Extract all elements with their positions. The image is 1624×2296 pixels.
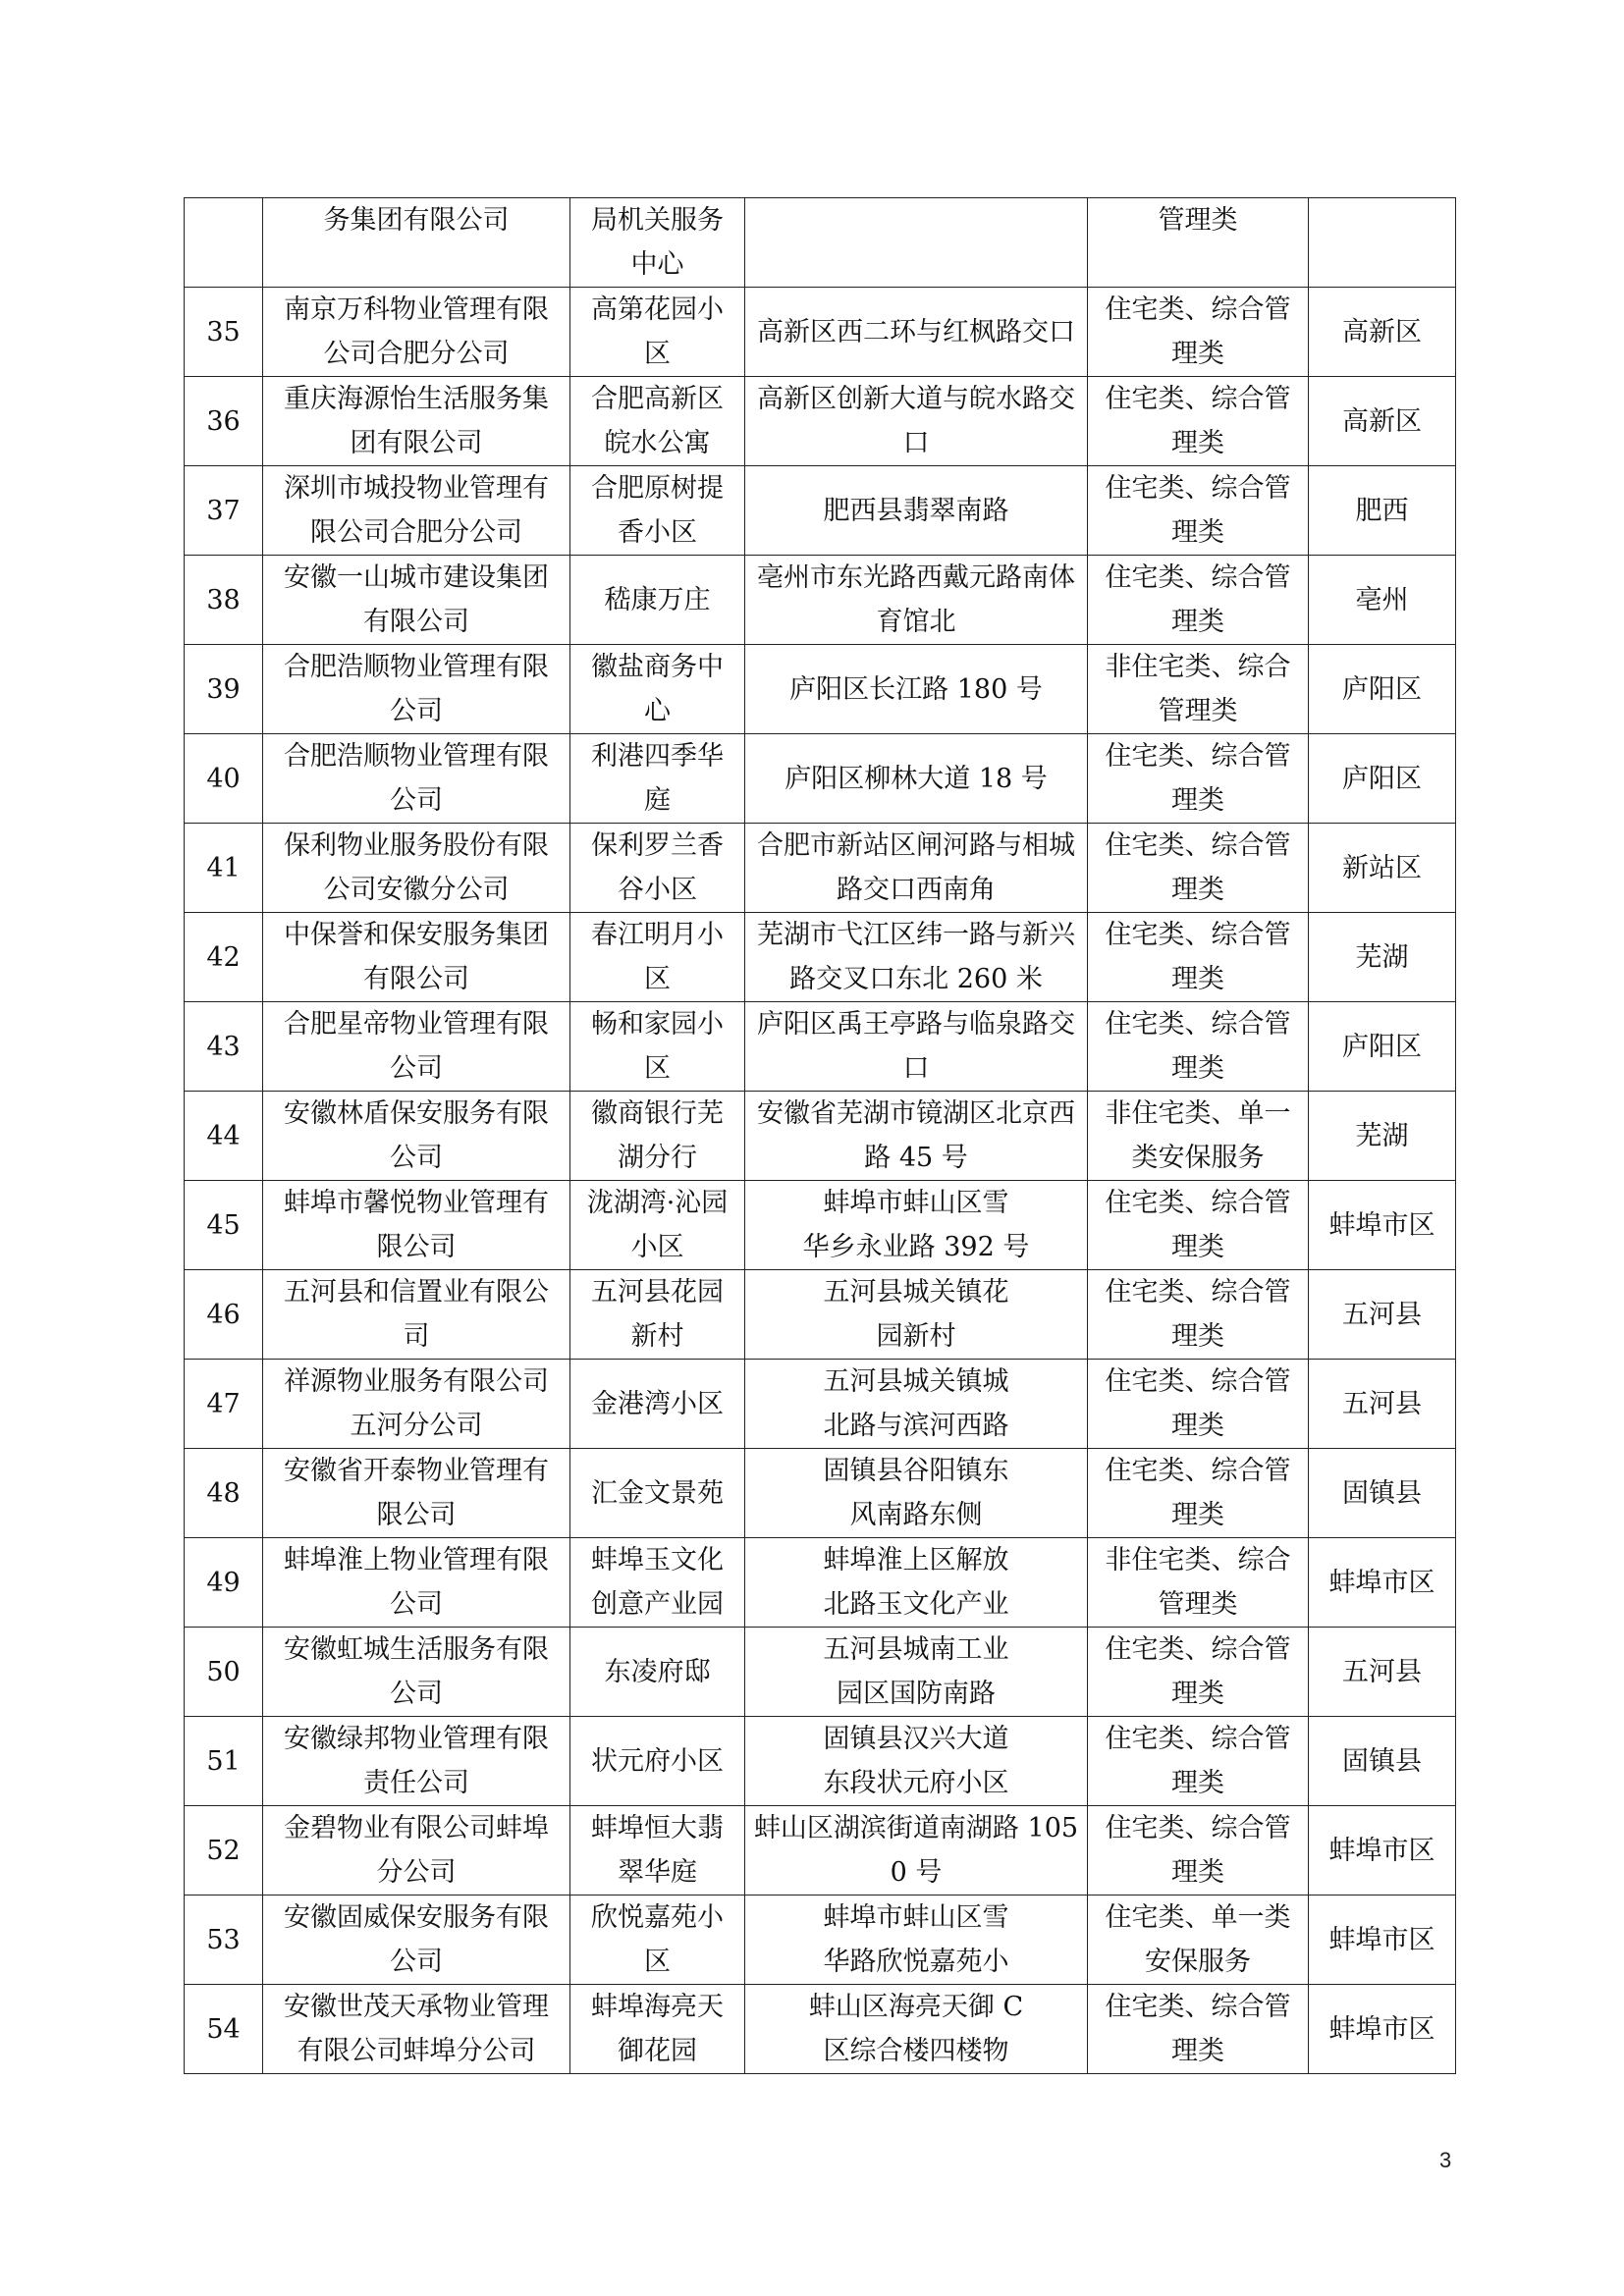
cell-type: 住宅类、综合管理类 — [1088, 913, 1309, 1002]
cell-no: 49 — [185, 1538, 263, 1628]
cell-type: 管理类 — [1088, 198, 1309, 288]
cell-area: 固镇县 — [1309, 1717, 1456, 1806]
cell-address: 固镇县汉兴大道 东段状元府小区 — [745, 1717, 1088, 1806]
cell-area: 蚌埠市区 — [1309, 1985, 1456, 2074]
cell-area: 固镇县 — [1309, 1449, 1456, 1538]
table-row — [185, 466, 1456, 556]
cell-area: 新站区 — [1309, 824, 1456, 913]
cell-area — [1309, 198, 1456, 288]
cell-project: 徽商银行芜湖分行 — [570, 1092, 745, 1181]
cell-company: 安徽林盾保安服务有限公司 — [263, 1092, 570, 1181]
cell-no: 41 — [185, 824, 263, 913]
cell-no — [185, 198, 263, 288]
cell-address: 亳州市东光路西戴元路南体育馆北 — [745, 556, 1088, 645]
cell-project: 畅和家园小区 — [570, 1002, 745, 1092]
cell-area: 庐阳区 — [1309, 734, 1456, 824]
cell-address: 五河县城南工业 园区国防南路 — [745, 1628, 1088, 1717]
table-row — [185, 1360, 1456, 1449]
cell-address: 庐阳区禹王亭路与临泉路交口 — [745, 1002, 1088, 1092]
table-row — [185, 1985, 1456, 2074]
cell-type: 非住宅类、单一类安保服务 — [1088, 1092, 1309, 1181]
cell-type: 住宅类、综合管理类 — [1088, 1002, 1309, 1092]
cell-project: 局机关服务中心 — [570, 198, 745, 288]
cell-project: 欣悦嘉苑小区 — [570, 1896, 745, 1985]
cell-project: 保利罗兰香谷小区 — [570, 824, 745, 913]
cell-no: 38 — [185, 556, 263, 645]
cell-area: 高新区 — [1309, 377, 1456, 466]
cell-address: 蚌埠市蚌山区雪 华路欣悦嘉苑小 — [745, 1896, 1088, 1985]
table-row — [185, 1896, 1456, 1985]
cell-no: 52 — [185, 1806, 263, 1896]
table-row — [185, 824, 1456, 913]
cell-company: 祥源物业服务有限公司五河分公司 — [263, 1360, 570, 1449]
cell-type: 住宅类、综合管理类 — [1088, 1717, 1309, 1806]
cell-type: 住宅类、综合管理类 — [1088, 1985, 1309, 2074]
cell-area: 五河县 — [1309, 1270, 1456, 1360]
cell-project: 蚌埠玉文化创意产业园 — [570, 1538, 745, 1628]
table-row — [185, 1092, 1456, 1181]
cell-area: 五河县 — [1309, 1628, 1456, 1717]
cell-type: 非住宅类、综合管理类 — [1088, 645, 1309, 734]
cell-area: 芜湖 — [1309, 913, 1456, 1002]
table-row — [185, 1181, 1456, 1270]
cell-no: 46 — [185, 1270, 263, 1360]
cell-no: 45 — [185, 1181, 263, 1270]
cell-address: 五河县城关镇花 园新村 — [745, 1270, 1088, 1360]
cell-company: 安徽绿邦物业管理有限责任公司 — [263, 1717, 570, 1806]
cell-no: 53 — [185, 1896, 263, 1985]
table-row — [185, 1449, 1456, 1538]
cell-project: 春江明月小区 — [570, 913, 745, 1002]
cell-type: 住宅类、综合管理类 — [1088, 824, 1309, 913]
cell-no: 50 — [185, 1628, 263, 1717]
cell-project: 状元府小区 — [570, 1717, 745, 1806]
cell-area: 高新区 — [1309, 288, 1456, 377]
cell-project: 徽盐商务中心 — [570, 645, 745, 734]
table-row — [185, 377, 1456, 466]
table-row — [185, 288, 1456, 377]
cell-no: 44 — [185, 1092, 263, 1181]
cell-address: 庐阳区柳林大道 18 号 — [745, 734, 1088, 824]
cell-area: 亳州 — [1309, 556, 1456, 645]
table-row — [185, 1270, 1456, 1360]
cell-type: 非住宅类、综合管理类 — [1088, 1538, 1309, 1628]
cell-project: 合肥原树提香小区 — [570, 466, 745, 556]
cell-address: 安徽省芜湖市镜湖区北京西路 45 号 — [745, 1092, 1088, 1181]
cell-project: 蚌埠海亮天御花园 — [570, 1985, 745, 2074]
cell-company: 合肥星帝物业管理有限公司 — [263, 1002, 570, 1092]
cell-company: 安徽虹城生活服务有限公司 — [263, 1628, 570, 1717]
cell-area: 肥西 — [1309, 466, 1456, 556]
continuation-row — [185, 198, 1456, 288]
cell-address: 庐阳区长江路 180 号 — [745, 645, 1088, 734]
cell-area: 庐阳区 — [1309, 645, 1456, 734]
cell-address: 合肥市新站区闸河路与相城路交口西南角 — [745, 824, 1088, 913]
table-row — [185, 1806, 1456, 1896]
cell-address: 高新区创新大道与皖水路交口 — [745, 377, 1088, 466]
cell-company: 合肥浩顺物业管理有限公司 — [263, 645, 570, 734]
cell-no: 42 — [185, 913, 263, 1002]
cell-company: 深圳市城投物业管理有限公司合肥分公司 — [263, 466, 570, 556]
cell-company: 安徽一山城市建设集团有限公司 — [263, 556, 570, 645]
cell-company: 安徽固威保安服务有限公司 — [263, 1896, 570, 1985]
cell-no: 36 — [185, 377, 263, 466]
cell-company: 务集团有限公司 — [263, 198, 570, 288]
cell-project: 蚌埠恒大翡翠华庭 — [570, 1806, 745, 1896]
cell-project: 东凌府邸 — [570, 1628, 745, 1717]
cell-project: 泷湖湾·沁园小区 — [570, 1181, 745, 1270]
cell-type: 住宅类、综合管理类 — [1088, 1806, 1309, 1896]
cell-address: 高新区西二环与红枫路交口 — [745, 288, 1088, 377]
cell-address: 蚌山区湖滨街道南湖路 1050 号 — [745, 1806, 1088, 1896]
cell-type: 住宅类、综合管理类 — [1088, 288, 1309, 377]
cell-area: 蚌埠市区 — [1309, 1538, 1456, 1628]
cell-area: 蚌埠市区 — [1309, 1181, 1456, 1270]
cell-no: 39 — [185, 645, 263, 734]
cell-area: 五河县 — [1309, 1360, 1456, 1449]
cell-no: 43 — [185, 1002, 263, 1092]
cell-type: 住宅类、综合管理类 — [1088, 377, 1309, 466]
cell-no: 40 — [185, 734, 263, 824]
table-row — [185, 1538, 1456, 1628]
cell-company: 保利物业服务股份有限公司安徽分公司 — [263, 824, 570, 913]
property-table — [184, 197, 1456, 2074]
cell-no: 54 — [185, 1985, 263, 2074]
cell-address — [745, 198, 1088, 288]
cell-company: 重庆海源怡生活服务集团有限公司 — [263, 377, 570, 466]
cell-company: 南京万科物业管理有限公司合肥分公司 — [263, 288, 570, 377]
table-row — [185, 1002, 1456, 1092]
cell-type: 住宅类、综合管理类 — [1088, 1628, 1309, 1717]
cell-project: 汇金文景苑 — [570, 1449, 745, 1538]
cell-type: 住宅类、综合管理类 — [1088, 1360, 1309, 1449]
table-row — [185, 556, 1456, 645]
property-table-body — [185, 198, 1456, 2074]
cell-area: 庐阳区 — [1309, 1002, 1456, 1092]
cell-address: 蚌山区海亮天御 C 区综合楼四楼物 — [745, 1985, 1088, 2074]
table-row — [185, 913, 1456, 1002]
cell-company: 安徽省开泰物业管理有限公司 — [263, 1449, 570, 1538]
cell-company: 安徽世茂天承物业管理有限公司蚌埠分公司 — [263, 1985, 570, 2074]
cell-company: 金碧物业有限公司蚌埠分公司 — [263, 1806, 570, 1896]
table-row — [185, 1628, 1456, 1717]
cell-no: 48 — [185, 1449, 263, 1538]
cell-address: 肥西县翡翠南路 — [745, 466, 1088, 556]
cell-no: 35 — [185, 288, 263, 377]
cell-address: 固镇县谷阳镇东 风南路东侧 — [745, 1449, 1088, 1538]
cell-project: 金港湾小区 — [570, 1360, 745, 1449]
cell-type: 住宅类、单一类安保服务 — [1088, 1896, 1309, 1985]
cell-no: 47 — [185, 1360, 263, 1449]
cell-address: 芜湖市弋江区纬一路与新兴路交叉口东北 260 米 — [745, 913, 1088, 1002]
table-row — [185, 1717, 1456, 1806]
table-row — [185, 645, 1456, 734]
cell-company: 蚌埠淮上物业管理有限公司 — [263, 1538, 570, 1628]
cell-company: 中保誉和保安服务集团有限公司 — [263, 913, 570, 1002]
cell-no: 51 — [185, 1717, 263, 1806]
cell-type: 住宅类、综合管理类 — [1088, 1181, 1309, 1270]
cell-project: 利港四季华庭 — [570, 734, 745, 824]
cell-company: 合肥浩顺物业管理有限公司 — [263, 734, 570, 824]
cell-type: 住宅类、综合管理类 — [1088, 556, 1309, 645]
cell-address: 蚌埠市蚌山区雪 华乡永业路 392 号 — [745, 1181, 1088, 1270]
cell-type: 住宅类、综合管理类 — [1088, 1270, 1309, 1360]
page-number: 3 — [1439, 2148, 1452, 2172]
cell-project: 嵇康万庄 — [570, 556, 745, 645]
cell-company: 五河县和信置业有限公司 — [263, 1270, 570, 1360]
cell-address: 五河县城关镇城 北路与滨河西路 — [745, 1360, 1088, 1449]
cell-area: 蚌埠市区 — [1309, 1896, 1456, 1985]
cell-project: 五河县花园新村 — [570, 1270, 745, 1360]
cell-address: 蚌埠淮上区解放 北路玉文化产业 — [745, 1538, 1088, 1628]
cell-company: 蚌埠市馨悦物业管理有限公司 — [263, 1181, 570, 1270]
cell-no: 37 — [185, 466, 263, 556]
cell-type: 住宅类、综合管理类 — [1088, 1449, 1309, 1538]
cell-project: 合肥高新区皖水公寓 — [570, 377, 745, 466]
property-table-container — [184, 197, 1455, 2074]
table-row — [185, 734, 1456, 824]
cell-area: 蚌埠市区 — [1309, 1806, 1456, 1896]
cell-type: 住宅类、综合管理类 — [1088, 734, 1309, 824]
cell-project: 高第花园小区 — [570, 288, 745, 377]
cell-type: 住宅类、综合管理类 — [1088, 466, 1309, 556]
cell-area: 芜湖 — [1309, 1092, 1456, 1181]
